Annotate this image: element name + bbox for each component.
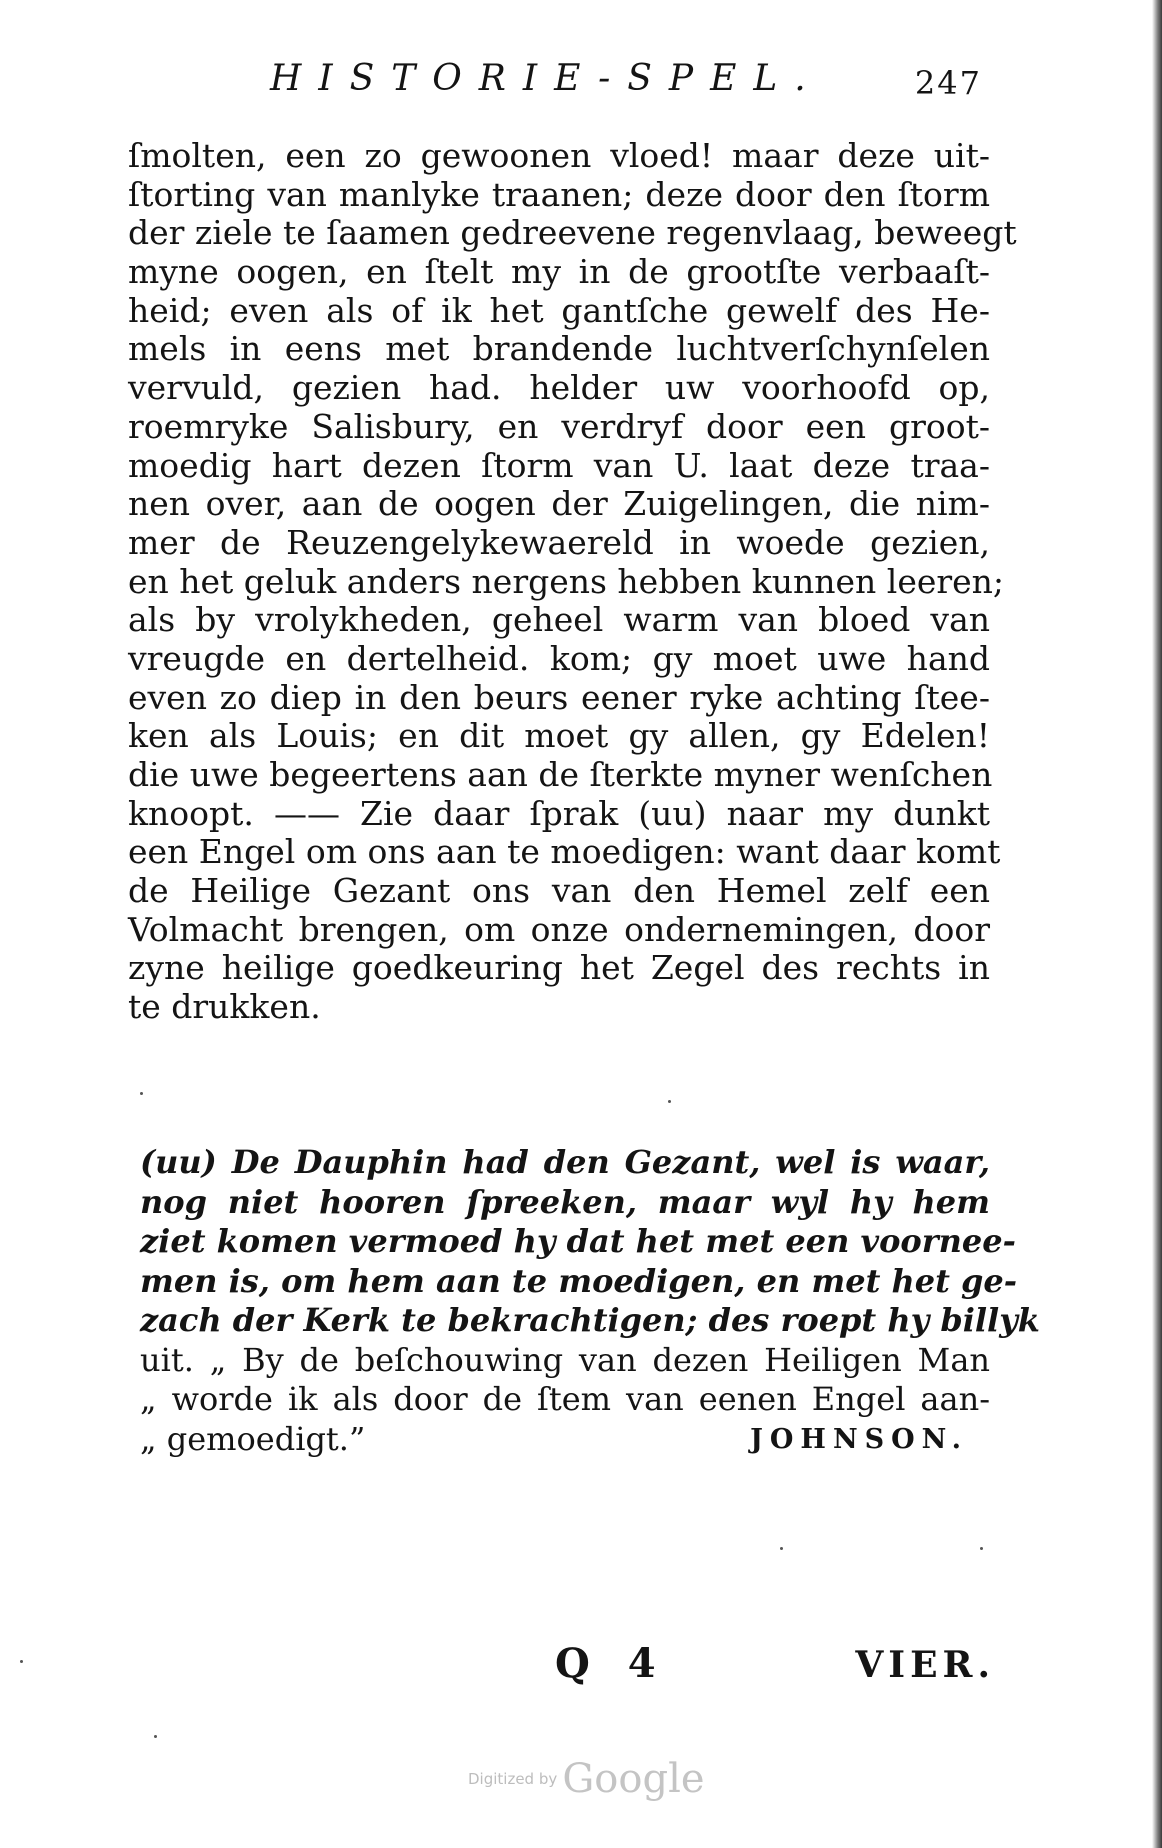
ink-speck bbox=[20, 1660, 23, 1663]
ink-speck bbox=[668, 1100, 671, 1103]
text-line: en het geluk anders nergens hebben kunnen leeren; bbox=[128, 561, 1005, 601]
footnote-quote-line: uit. „ By de beſchouwing van dezen Heiligen Man bbox=[140, 1340, 990, 1379]
google-logo: Google bbox=[562, 1756, 705, 1802]
text-line: moedig hart dezen ſtorm van U. laat deze traa- bbox=[128, 445, 990, 485]
text-line: zyne heilige goedkeuring het Zegel des rechts in bbox=[128, 948, 990, 988]
running-head bbox=[270, 58, 982, 108]
text-line: als by vrolykheden, geheel warm van bloed van bbox=[128, 600, 990, 640]
running-title: HISTORIE-SPEL. bbox=[270, 58, 823, 99]
text-line: nen over, aan de oogen der Zuigelingen, die nim- bbox=[128, 484, 990, 524]
text-line: vreugde en dertelheid. kom; gy moet uwe hand bbox=[128, 638, 990, 678]
footnote-quote-line: „ gemoedigt.” bbox=[140, 1419, 366, 1458]
ink-speck bbox=[980, 1547, 983, 1550]
footnote-signature: JOHNSON. bbox=[750, 1423, 968, 1455]
text-line: mer de Reuzengelykewaereld in woede gezien, bbox=[128, 522, 990, 562]
page-footer bbox=[555, 1640, 995, 1696]
page-number: 247 bbox=[914, 64, 982, 102]
text-line: ken als Louis; en dit moet gy allen, gy Edelen! bbox=[128, 716, 990, 756]
digitized-watermark bbox=[468, 1756, 708, 1806]
footnote-quote-line: „ worde ik als door de ſtem van eenen Engel aan- bbox=[140, 1380, 990, 1418]
footnote-line: nog niet hooren ſpreeken, maar wyl hy hem bbox=[140, 1182, 990, 1221]
text-line: vervuld, gezien had. helder uw voorhoofd op, bbox=[128, 368, 990, 408]
footnote-last-line bbox=[140, 1420, 990, 1460]
watermark-prefix: Digitized by bbox=[468, 1770, 558, 1788]
text-line: knoopt. —— Zie daar ſprak (uu) naar my dunkt bbox=[128, 793, 990, 833]
catchword: VIER. bbox=[855, 1644, 995, 1686]
footnote-line: zach der Kerk te bekrachtigen; des roept hy billyk bbox=[140, 1301, 1040, 1339]
text-line: ſtorting van manlyke traanen; deze door den ſtorm bbox=[128, 174, 990, 214]
footnote-line: ziet komen vermoed hy dat het met een voornee- bbox=[140, 1222, 1016, 1260]
text-line: heid; even als of ik het gantſche gewelf des He- bbox=[128, 290, 990, 330]
main-text-block bbox=[128, 136, 1017, 1027]
page-gutter-edge bbox=[1152, 0, 1162, 1848]
text-line: Volmacht brengen, om onze ondernemingen, door bbox=[128, 909, 990, 949]
text-line: myne oogen, en ſtelt my in de grootſte verbaaſt- bbox=[128, 252, 990, 292]
footnote-line: (uu) De Dauphin had den Gezant, wel is waar, bbox=[140, 1143, 990, 1181]
text-line: een Engel om ons aan te moedigen: want daar komt bbox=[128, 832, 1001, 872]
ink-speck bbox=[154, 1735, 157, 1738]
text-line: ſmolten, een zo gewoonen vloed! maar deze uit- bbox=[128, 136, 990, 175]
signature-mark: Q 4 bbox=[555, 1640, 668, 1687]
text-line: roemryke Salisbury, en verdryf door een groot- bbox=[128, 406, 990, 446]
ink-speck bbox=[780, 1547, 783, 1550]
text-line: even zo diep in den beurs eener ryke achting ſtee- bbox=[128, 677, 990, 717]
footnote bbox=[140, 1143, 1040, 1459]
text-line: te drukken. bbox=[128, 987, 321, 1027]
text-line: die uwe begeertens aan de ſterkte myner wenſchen bbox=[128, 755, 993, 794]
footnote-line: men is, om hem aan te moedigen, en met het ge- bbox=[140, 1261, 1018, 1300]
text-line: mels in eens met brandende luchtverſchynſelen bbox=[128, 329, 990, 369]
ink-speck bbox=[140, 1092, 143, 1095]
text-line: de Heilige Gezant ons van den Hemel zelf een bbox=[128, 871, 990, 911]
text-line: der ziele te ſaamen gedreevene regenvlaag, beweegt bbox=[128, 213, 1017, 253]
